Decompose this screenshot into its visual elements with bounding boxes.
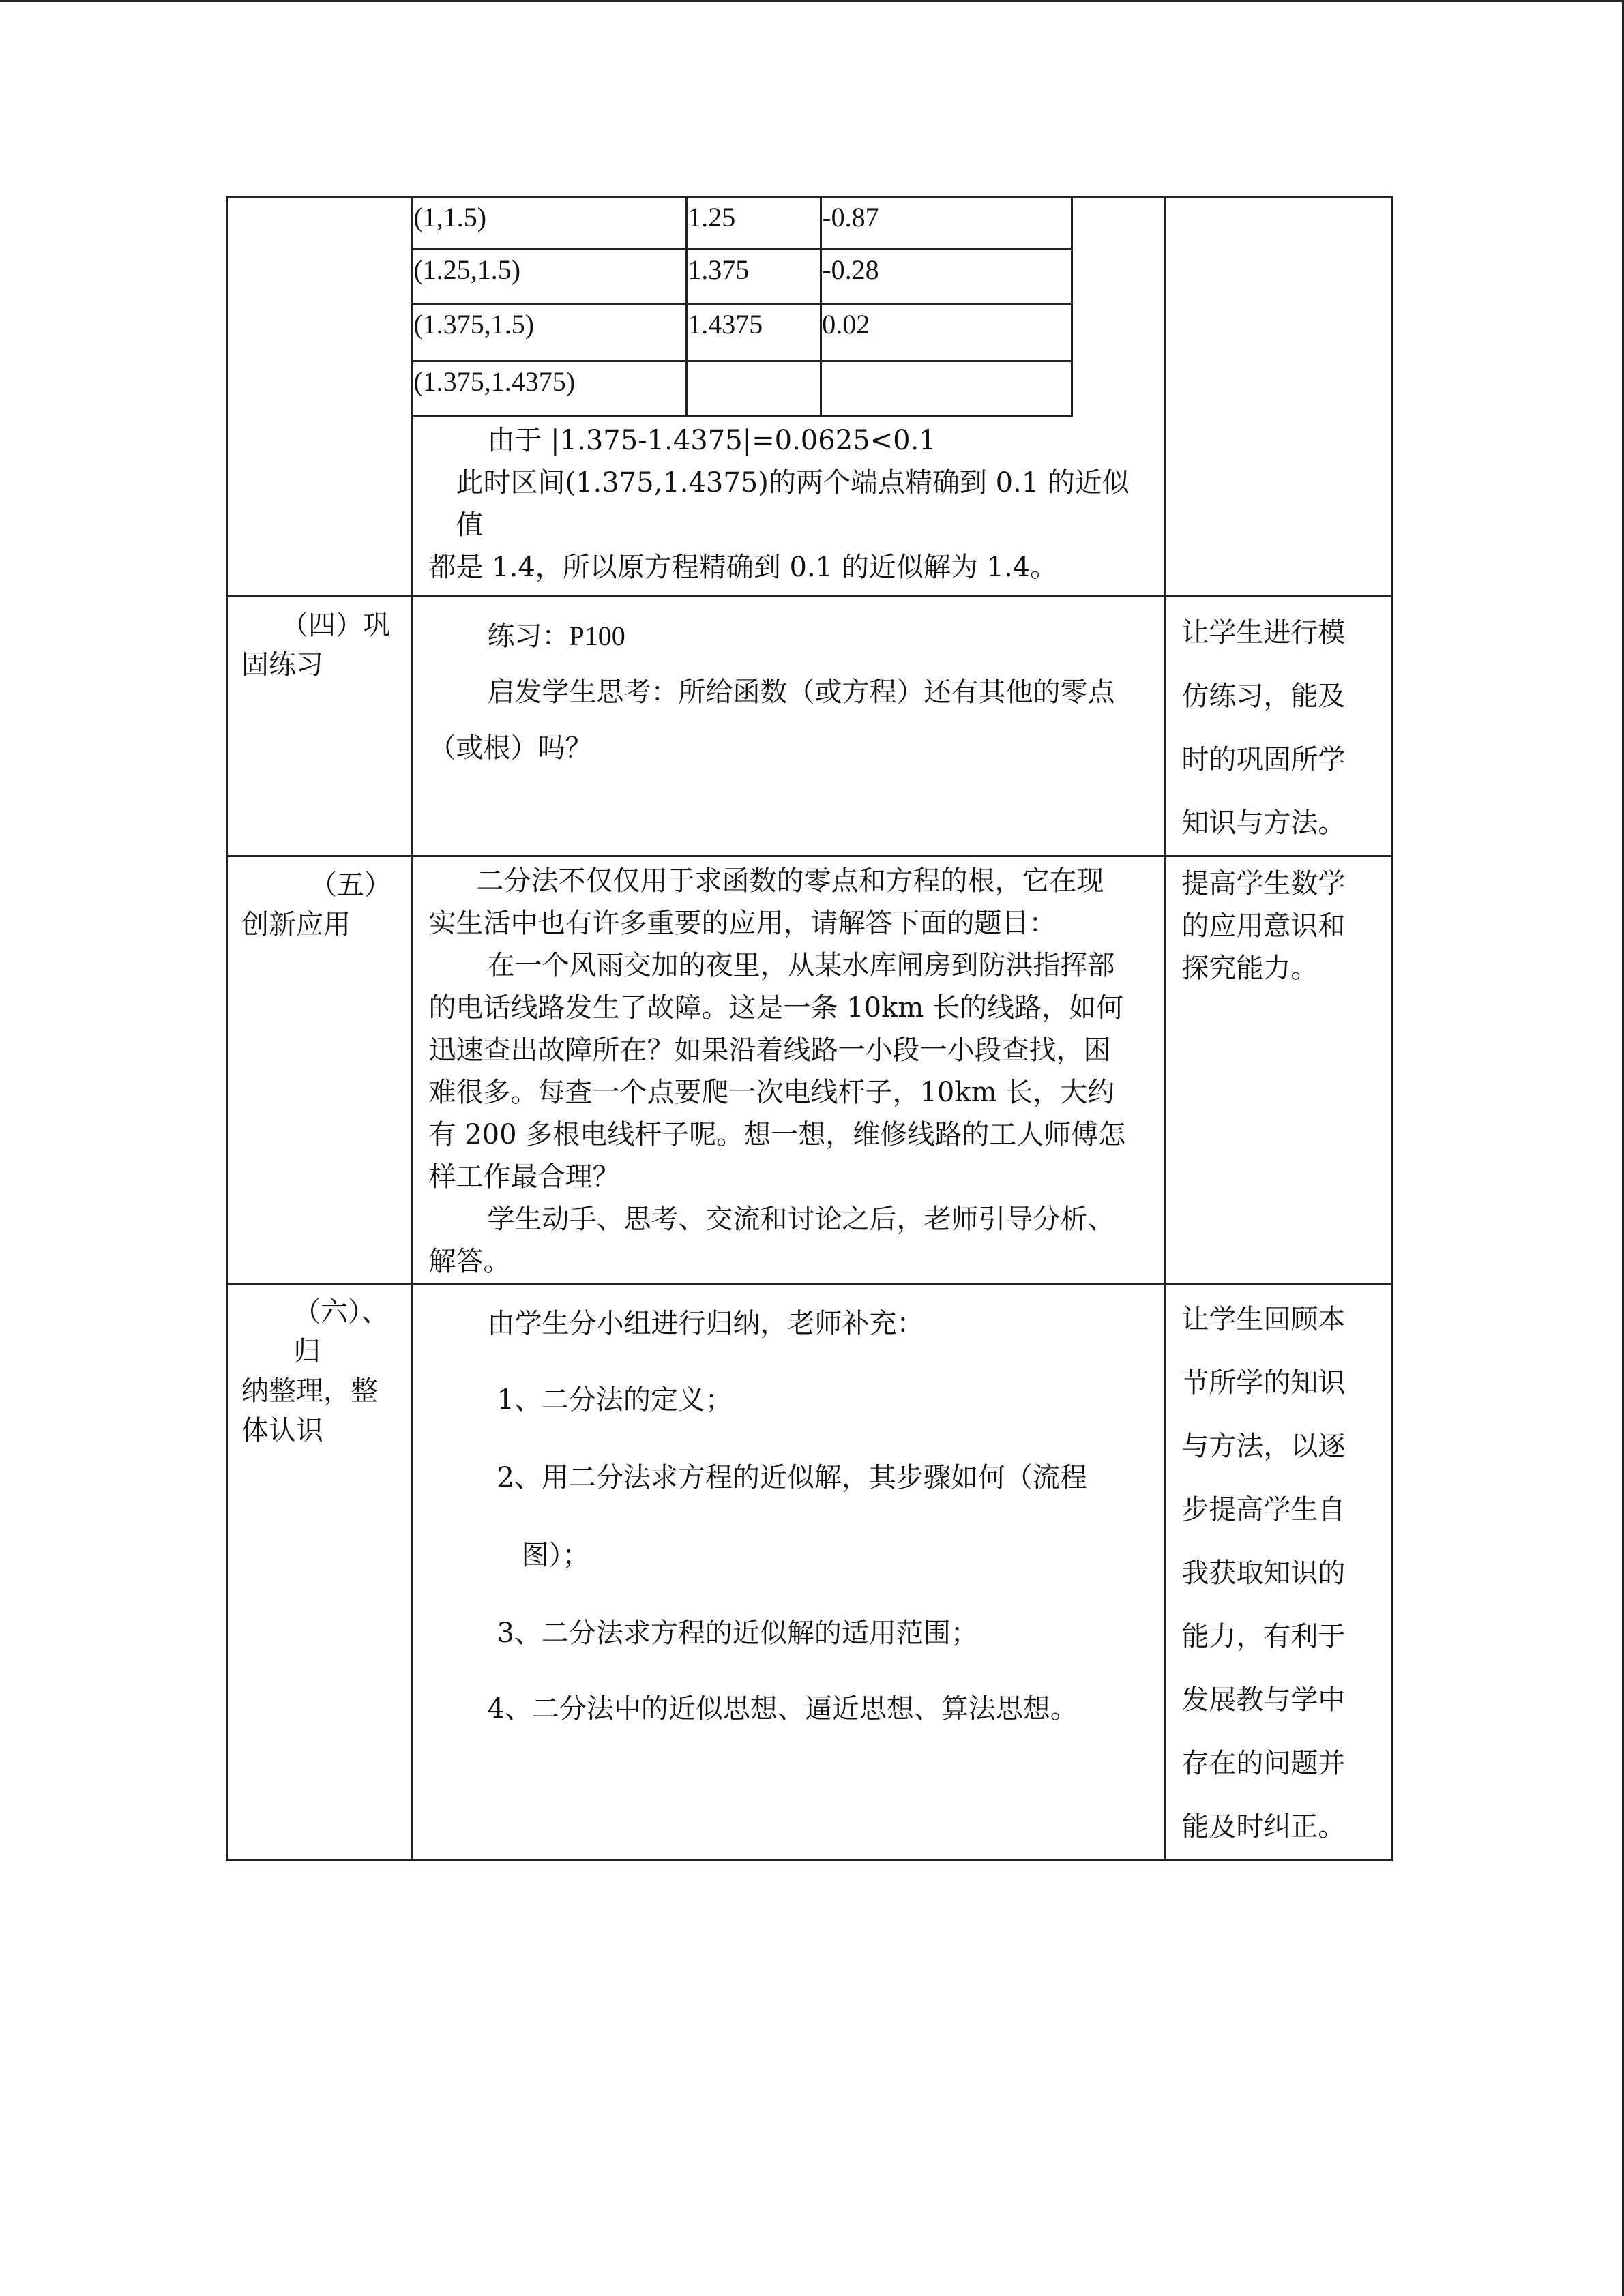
stage-label-line: （六）、归 — [293, 1296, 389, 1367]
text-line: 在一个风雨交加的夜里，从某水库闸房到防洪指挥部 — [487, 950, 1115, 981]
text-line: 解答。 — [428, 1246, 511, 1277]
text-line: 学生动手、思考、交流和讨论之后，老师引导分析、 — [487, 1204, 1115, 1235]
note-cell — [1166, 597, 1393, 856]
note-line: 探究能力。 — [1181, 953, 1318, 984]
stage-label-line: 创新应用 — [241, 909, 351, 940]
bisection-table — [413, 198, 1073, 417]
text-line: 有 200 多根电线杆子呢。想一想，维修线路的工人师傅怎 — [428, 1119, 1126, 1150]
summary-item-2: 2、用二分法求方程的近似解，其步骤如何（流程 — [497, 1462, 1087, 1493]
table-row — [413, 361, 1072, 416]
stage-label-line: （四）巩 — [281, 610, 390, 641]
note-line: 时的巩固所学 — [1181, 744, 1346, 775]
table-row — [413, 304, 1072, 361]
stage-cell — [227, 856, 413, 1285]
stage-label-line: 纳整理，整 — [241, 1375, 378, 1407]
interval-cell: (1.375,1.4375) — [413, 361, 686, 416]
text-line: 样工作最合理？ — [428, 1161, 620, 1193]
table-row — [413, 250, 1072, 304]
text-line: 二分法不仅仅用于求函数的零点和方程的根，它在现 — [476, 865, 1104, 897]
prompt-line: 启发学生思考：所给函数（或方程）还有其他的零点 — [487, 676, 1115, 708]
note-line: 提高学生数学 — [1181, 868, 1346, 899]
stage-label-line: （五） — [310, 869, 392, 901]
value-cell — [821, 361, 1072, 416]
note-line: 步提高学生自 — [1181, 1494, 1346, 1525]
summary-item-2-cont: 图）； — [521, 1540, 590, 1571]
text-line: 的电话线路发生了故障。这是一条 10km 长的线路，如何 — [428, 992, 1123, 1024]
text-line: 迅速查出故障所在？如果沿着线路一小段一小段查找，困 — [428, 1034, 1111, 1066]
prompt-line: （或根）吗？ — [428, 732, 593, 764]
note-line: 节所学的知识 — [1181, 1367, 1346, 1399]
summary-item-1: 1、二分法的定义； — [497, 1384, 733, 1416]
midpoint-cell — [687, 361, 821, 416]
stage-cell — [227, 1285, 413, 1860]
midpoint-cell: 1.25 — [687, 198, 821, 250]
note-line: 发展教与学中 — [1181, 1684, 1346, 1716]
top-border — [0, 0, 1624, 2]
text-line: 难很多。每查一个点要爬一次电线杆子，10km 长，大约 — [428, 1077, 1115, 1108]
midpoint-cell: 1.375 — [687, 250, 821, 304]
note-cell — [1166, 1285, 1393, 1860]
summary-intro: 由学生分小组进行归纳，老师补充： — [487, 1308, 924, 1339]
value-cell: -0.87 — [821, 198, 1072, 250]
stage-cell — [227, 597, 413, 856]
interval-cell: (1,1.5) — [413, 198, 686, 250]
conclusion-line-1: 由于 |1.375-1.4375|=0.0625<0.1 — [487, 425, 936, 456]
note-cell-empty — [1166, 197, 1393, 597]
content-cell — [413, 856, 1166, 1285]
text-line: 实生活中也有许多重要的应用，请解答下面的题目： — [428, 908, 1057, 939]
stage-label-line: 体认识 — [241, 1415, 323, 1446]
note-line: 能力，有利于 — [1181, 1621, 1346, 1652]
exercise-line: 练习：P100 — [487, 621, 625, 651]
note-line: 存在的问题并 — [1181, 1748, 1346, 1779]
content-cell-bisection — [413, 197, 1166, 597]
note-line: 让学生回顾本 — [1181, 1304, 1346, 1335]
stage-label-line: 固练习 — [241, 649, 323, 681]
row-summary — [227, 1285, 1393, 1860]
conclusion-line-2: 此时区间(1.375,1.4375)的两个端点精确到 0.1 的近似值 — [456, 467, 1130, 541]
table-row — [413, 198, 1072, 250]
content-cell — [413, 597, 1166, 856]
value-cell: -0.28 — [821, 250, 1072, 304]
lesson-plan-table — [226, 196, 1393, 1861]
summary-item-3: 3、二分法求方程的近似解的适用范围； — [497, 1617, 978, 1649]
row-consolidation — [227, 597, 1393, 856]
summary-item-4: 4、二分法中的近似思想、逼近思想、算法思想。 — [487, 1693, 1078, 1725]
row-innovation — [227, 856, 1393, 1285]
stage-cell-empty — [227, 197, 413, 597]
note-line: 我获取知识的 — [1181, 1557, 1346, 1589]
note-line: 让学生进行模 — [1181, 617, 1346, 648]
interval-cell: (1.25,1.5) — [413, 250, 686, 304]
note-line: 与方法，以逐 — [1181, 1431, 1346, 1462]
midpoint-cell: 1.4375 — [687, 304, 821, 361]
row-continuation — [227, 197, 1393, 597]
interval-cell: (1.375,1.5) — [413, 304, 686, 361]
content-cell — [413, 1285, 1166, 1860]
value-cell: 0.02 — [821, 304, 1072, 361]
note-line: 能及时纠正。 — [1181, 1811, 1346, 1843]
note-line: 仿练习，能及 — [1181, 681, 1346, 712]
conclusion-line-3: 都是 1.4，所以原方程精确到 0.1 的近似解为 1.4。 — [428, 552, 1058, 583]
note-line: 的应用意识和 — [1181, 910, 1346, 942]
note-cell — [1166, 856, 1393, 1285]
note-line: 知识与方法。 — [1181, 807, 1346, 839]
